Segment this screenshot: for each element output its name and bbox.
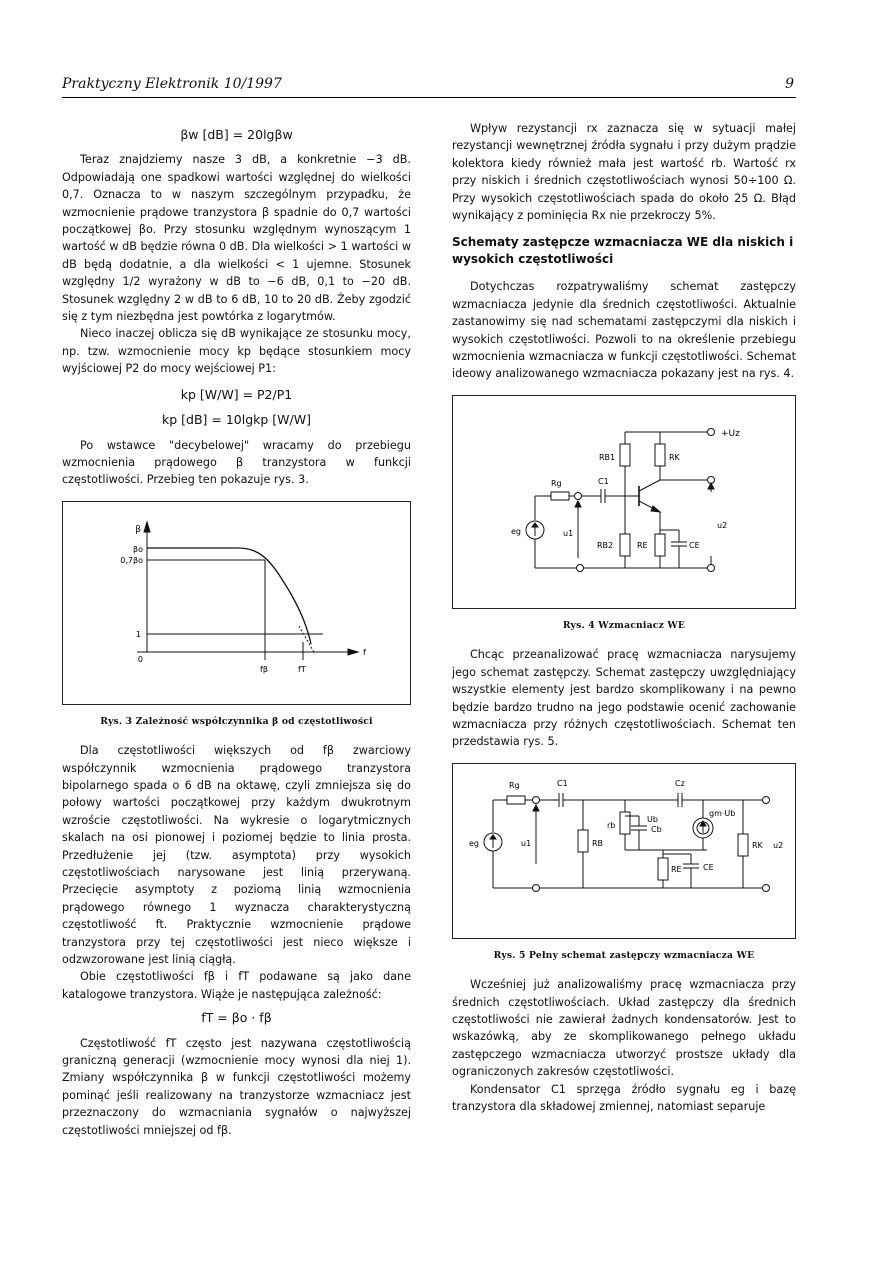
rg-label: Rg [509,780,520,790]
paragraph: Chcąc przeanalizować pracę wzmacniacza narysujemy jego schemat zastępczy. Schemat zastępczy uwzględniający wszystkie elementy jest bardzo skomplikowany i na pewno będzie bardzo trudno na jego podstawie ocenić zachowanie wzmacniacza przy różnych częstotliwościach. Schemat ten przedstawia rys. 5. [452,648,796,749]
full-equivalent-schematic [453,764,795,938]
rk-resistor [738,834,748,856]
re-label: RE [671,864,682,874]
paragraph: Wpływ rezystancji rx zaznacza się w sytuacji małej rezystancji wewnętrznej źródła sygnału i przy dużym prądzie kolektora kiedy również mała jest wartość rb. Wartość rx przy niskich i średnich częstotliwościach wynosi 50÷100 Ω. Przy wysokich częstotliwościach spada do około 25 Ω. Błąd wynikający z pominięcia Rx nie przekroczy 5%. [452,122,796,223]
paragraph: Obie częstotliwości fβ i fT podawane są jako dane katalogowe tranzystora. Wiąże je następująca zależność: [62,970,411,1001]
figure-3-beta-chart [62,501,411,705]
rb-small-resistor [620,812,630,834]
f-axis-label: f [363,647,366,657]
uz-label: +Uz [721,428,740,439]
cz-label: Cz [675,778,685,788]
figure-5-caption: Rys. 5 Pełny schemat zastępczy wzmacniacza WE [493,949,755,961]
u2-label: u2 [773,840,784,850]
paragraph: Częstotliwość fT często jest nazywana częstotliwością graniczną generacji (wzmocnienie mocy wynosi dla niej 1). Zmiany współczynnika β w funkcji częstotliwości możemy pominąć jeśli realizowany na tranzystorze wzmacniacz jest przeznaczony do wzmacniania sygnałów o najwyższej częstotliwości mniejszej od fβ. [62,1036,411,1137]
rg-resistor [551,492,569,500]
rg-resistor [507,796,525,804]
u1-label: u1 [521,838,532,848]
f-beta-label: fβ [260,664,268,674]
rk-label: RK [752,840,763,850]
equation-kp: kp [W/W] = P2/P1 [180,386,293,402]
rb2-label: RB2 [597,540,614,550]
rb2-resistor [620,534,630,556]
paragraph: Dotychczas rozpatrywaliśmy schemat zastępczy wzmacniacza jedynie dla średnich częstotliwości. Aktualnie zastanowimy się nad schematami zastępczymi dla niskich i wysokich częstotliwości. Pozwoli to na określenie przebiegu wzmocnienia wzmacniacza w funkcji częstotliwości. Schemat ideowy analizowanego wzmacniacza pokazany jest na rys. 4. [452,280,796,381]
equation-ft: fT = βo · fβ [201,1010,272,1026]
we-amplifier-schematic [453,396,795,608]
header-rule [62,97,796,98]
paragraph: Wcześniej już analizowaliśmy pracę wzmacniacza przy średnich częstotliwościach. Układ zastępczy dla średnich częstotliwości nie zawierał żadnych kondensatorów. Jest to wskazówką, aby ze skomplikowanego pełnego układu zastępczego wzmacniacza utworzyć prostsze układy dla ograniczonych zakresów częstotliwości. [452,978,796,1079]
paragraph: Nieco inaczej oblicza się dB wynikające ze stosunku mocy, np. tzw. wzmocnienie mocy kp będące stosunkiem mocy wyjściowej P2 do mocy wejściowej P1: [62,327,411,376]
c1-label: C1 [598,476,609,486]
section-heading: Schematy zastępcze wzmacniacza WE dla niskich i wysokich częstotliwości [452,235,794,267]
paragraph: Dla częstotliwości większych od fβ zwarciowy współczynnik wzmocnienia prądowego tranzystora bipolarnego spada o 6 dB na oktawę, czyli zmniejsza się do połowy wartości początkowej przy każdym dwukrotnym wzroście częstotliwości. Na wykresie o logarytmicznych skalach na osi pionowej i poziomej będzie to linia prosta. Przedłużenie jej (tzw. asymptota) przy wysokich częstotliwościach narysowane jest linią przerywaną. Przecięcie asymptoty z poziomą linią wzmocnienia prądowego równego 1 wyznacza charakterystyczną częstotliwość ft. Praktycznie wzmocnienie prądowe tranzystora przy tej częstotliwości jest nieco większe i odzwzorowane jest linią ciągłą. [62,744,411,966]
re-resistor [655,534,665,556]
figure-5-equivalent-circuit [452,763,796,939]
ce-label: CE [689,540,700,550]
ub-label: Ub [647,814,658,824]
page-number: 9 [785,76,794,92]
cb-label: Cb [651,824,662,834]
equation-beta-db: βw [dB] = 20lgβw [180,127,293,142]
rk-label: RK [669,452,680,462]
beta-curve [147,548,311,644]
rb1-resistor [620,444,630,466]
journal-title: Praktyczny Elektronik 10/1997 [62,76,282,92]
c1-label: C1 [557,778,568,788]
ce-label: CE [703,862,714,872]
x-axis-arrow [348,649,358,655]
y-axis-arrow [144,522,150,532]
f-t-label: fT [298,664,306,674]
figure-3-caption: Rys. 3 Zależność współczynnika β od częstotliwości [100,715,373,727]
gm-label: gm·Ub [709,808,736,818]
paragraph: Kondensator C1 sprzęga źródło sygnału eg i bazę tranzystora dla składowej zmiennej, natomiast separuje [452,1082,796,1113]
beta0-label: βo [133,544,143,554]
eg-label: eg [469,838,479,848]
y-axis-label: β [135,524,141,535]
beta-frequency-chart [63,502,410,704]
rk-resistor [655,444,665,466]
right-column [452,120,796,1115]
figure-4-caption: Rys. 4 Wzmacniacz WE [562,619,686,631]
u2-label: u2 [717,520,728,530]
u1-label: u1 [563,528,574,538]
rb1-label: RB1 [599,452,616,462]
re-label: RE [637,540,648,550]
figure-4-amplifier [452,395,796,609]
eg-label: eg [511,526,521,536]
rb-small-label: rb [607,820,616,830]
paragraph: Teraz znajdziemy nasze 3 dB, a konkretnie −3 dB. Odpowiadają one spadkowi wartości względnej do wielkości 0,7. Oznacza to w naszym szczególnym przypadku, że wzmocnienie prądowe tranzystora β spadnie do 0,7 wartości początkowej βo. Przy stosunku względnym wynoszącym 1 wartość w dB będzie równa 0 dB. Dla wielkości > 1 wartości w dB będą dodatnie, a dla wielkości < 1 ujemne. Stosunek względny 1/2 wyrażony w dB to −6 dB, 0,1 to −20 dB. Stosunek względny 2 w dB to 6 dB, 10 to 20 dB. Żeby zgodzić się z tym niezbędna jest powtórka z logarytmów. [62,153,411,324]
zero-label: 0 [137,654,143,664]
equation-kp-db: kp [dB] = 10lgkp [W/W] [162,412,311,428]
paragraph: Po wstawce "decybelowej" wracamy do przebiegu wzmocnienia prądowego β tranzystora w funkcji częstotliwości. Przebieg ten pokazuje rys. 3. [62,438,411,487]
beta07-label: 0,7βo [120,555,143,565]
one-label: 1 [135,629,141,639]
left-column [62,120,411,1139]
rb-big-resistor [578,830,588,852]
re-resistor [658,858,668,880]
running-head [62,76,794,98]
rb-big-label: RB [592,838,604,848]
rg-label: Rg [551,478,562,488]
